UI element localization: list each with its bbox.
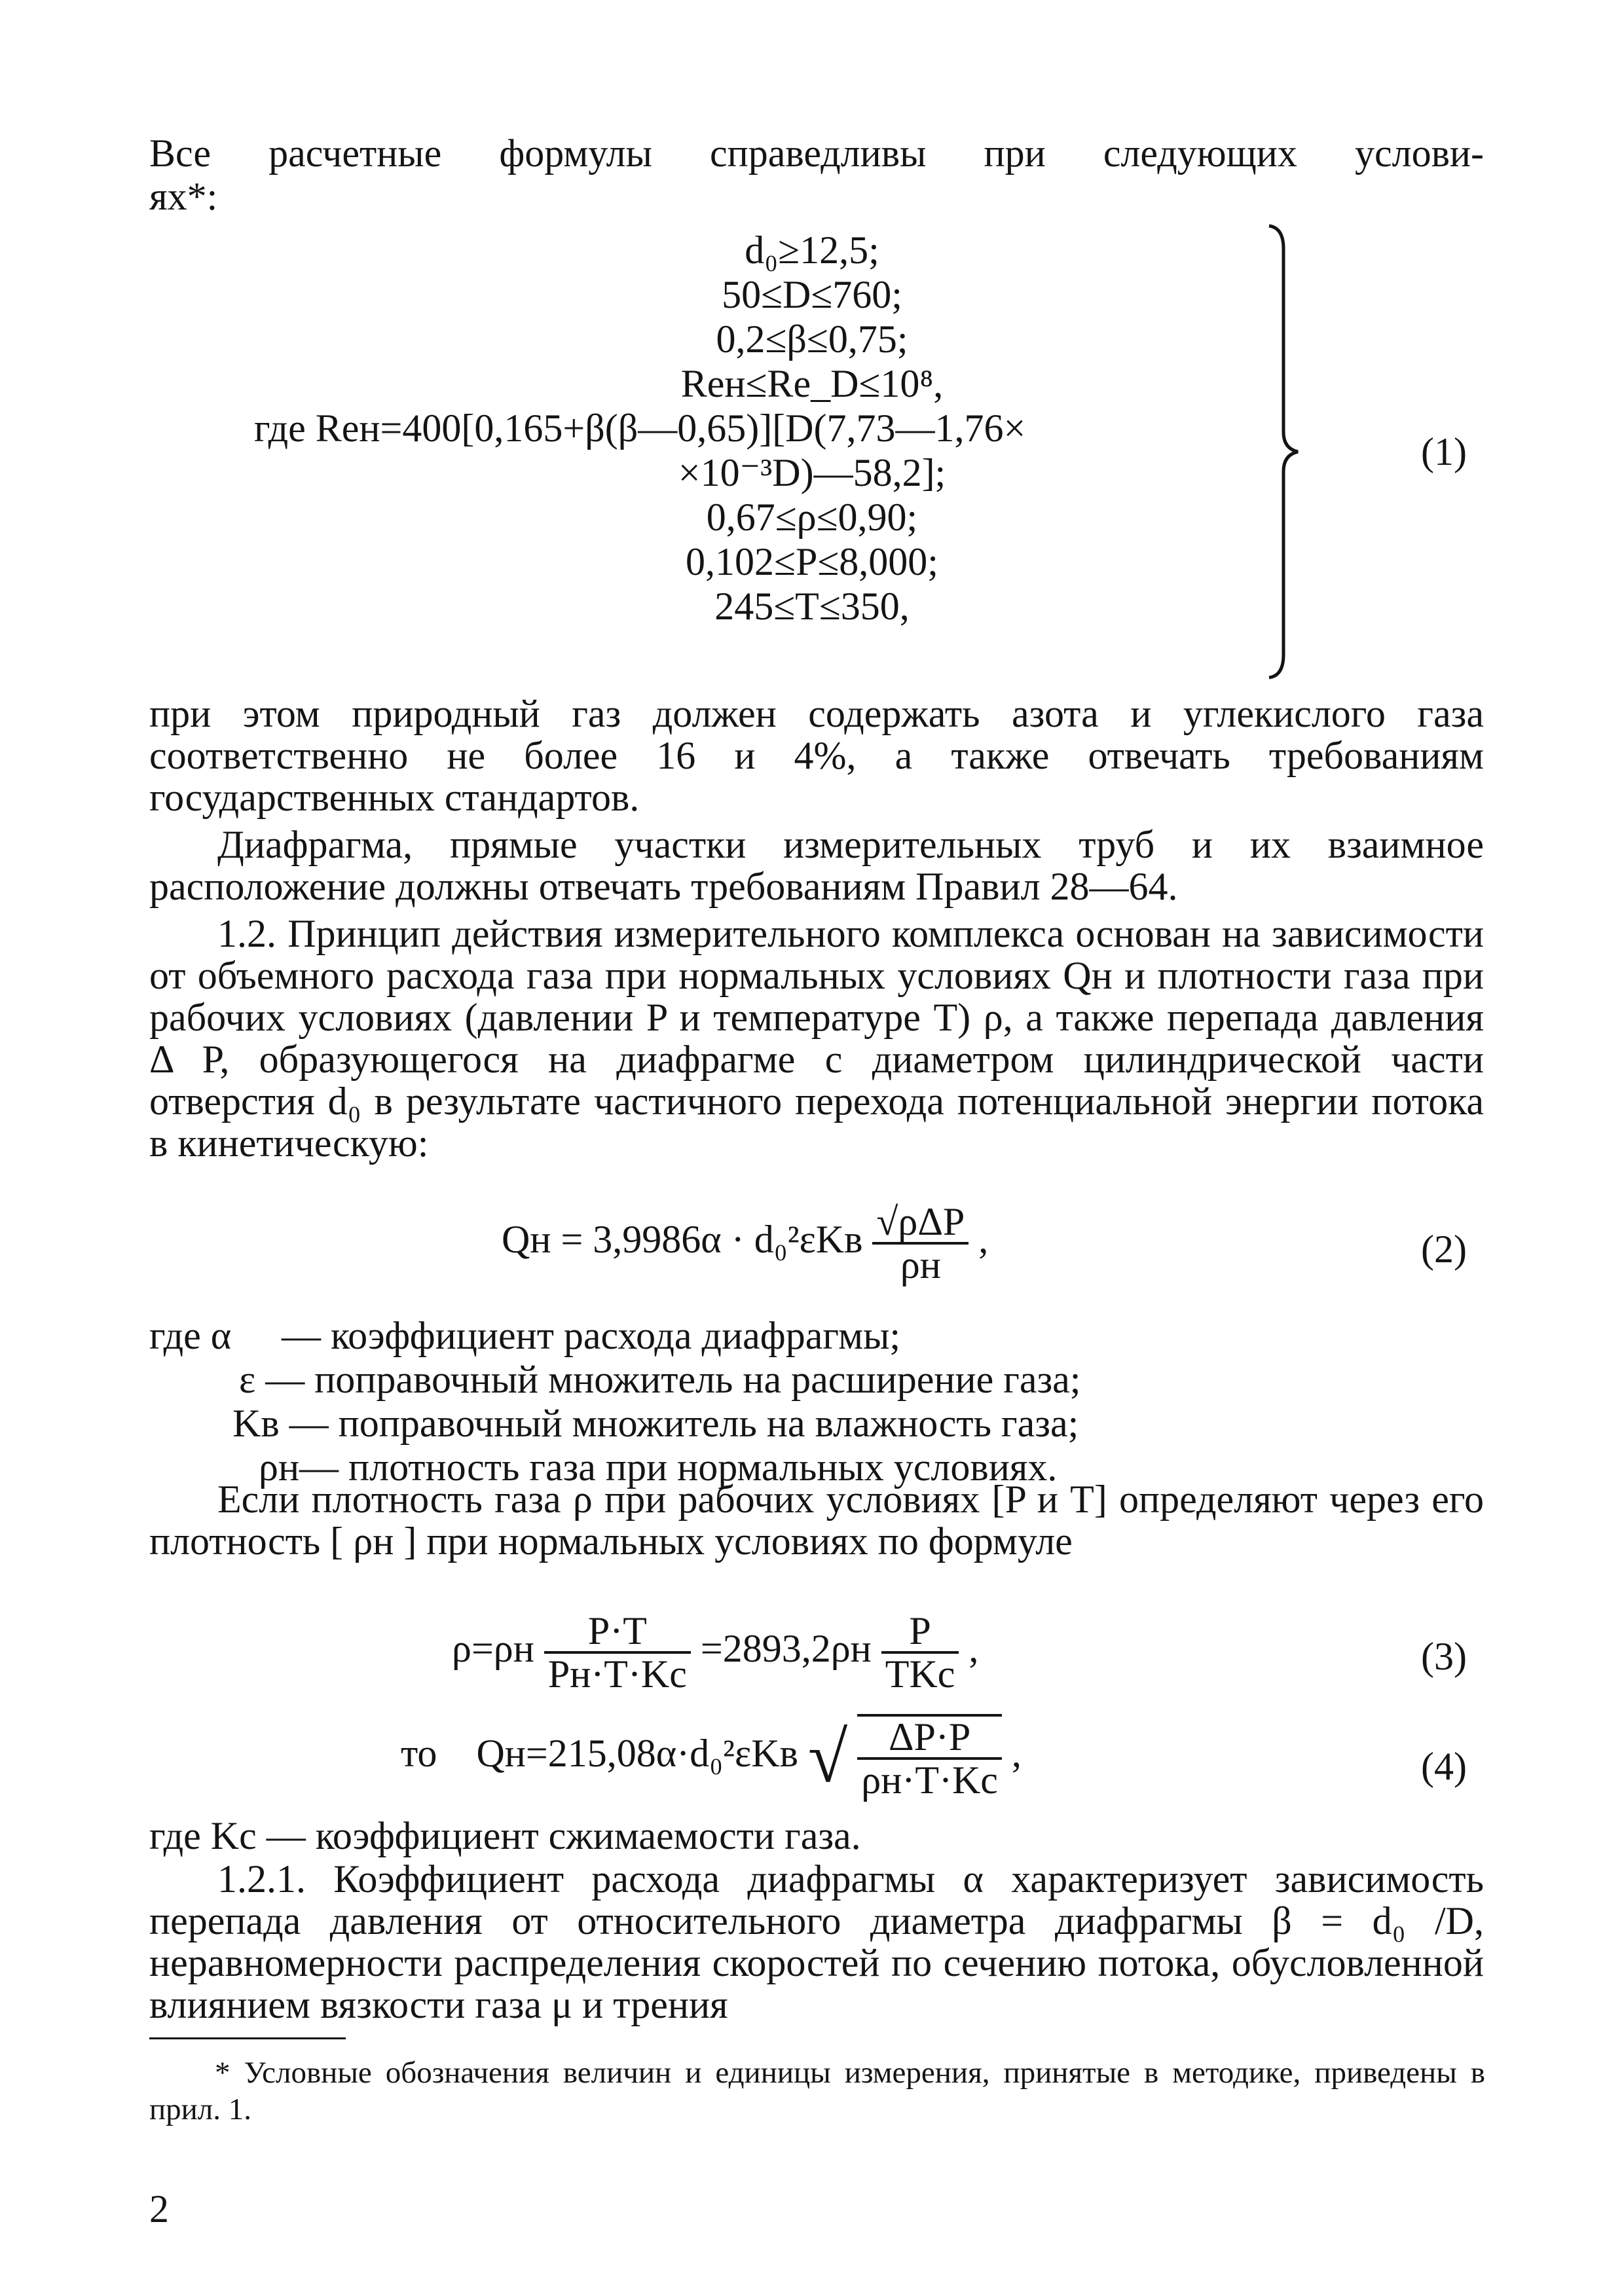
paragraph-text: Диафрагма, прямые участки измерительных труб и их взаимное расположение должны отвечать требованиям Правил 28—64.	[149, 823, 1484, 908]
radical-sign: √	[807, 1717, 848, 1797]
legend-kv: Kв — поправочный множитель на влажность газа;	[232, 1402, 1079, 1445]
paragraph-1-2-1	[149, 1858, 1484, 2026]
equation-2-numerator: √ρΔP	[872, 1201, 969, 1245]
kc-definition: где Kс — коэффициент сжимаемости газа.	[149, 1814, 861, 1857]
equation-number-1: (1)	[1421, 430, 1467, 473]
condition-rho: 0,67≤ρ≤0,90;	[706, 496, 918, 539]
equation-4-lead: то	[401, 1731, 437, 1775]
equation-3-numerator-2: P	[881, 1611, 959, 1654]
equation-2-comma: ,	[978, 1217, 989, 1261]
condition-D: 50≤D≤760;	[722, 273, 902, 316]
paragraph-gas-composition	[149, 693, 1484, 818]
legend-alpha: — коэффициент расхода диафрагмы;	[282, 1314, 901, 1357]
equation-2-lhs: Qн = 3,9986α · d₀²εKв	[502, 1217, 863, 1261]
intro-line: Все расчетные формулы справедливы при следующих услови-	[149, 132, 1484, 175]
footnote	[149, 2054, 1485, 2128]
equation-number-4: (4)	[1421, 1745, 1467, 1788]
equation-4-numerator: ΔP·P	[857, 1717, 1002, 1760]
legend-rho-n: ρн— плотность газа при нормальных условиях.	[259, 1446, 1058, 1489]
equation-3-fraction-2	[881, 1611, 959, 1694]
condition-d0: d₀≥12,5;	[745, 228, 879, 272]
page-number: 2	[149, 2187, 169, 2231]
equation-2-denominator: ρн	[900, 1243, 941, 1286]
footnote-text: * Условные обозначения величин и единицы измерения, принятые в методике, приведены в прил. 1.	[149, 2056, 1485, 2126]
condition-reynolds-formula: где Reн=400[0,165+β(β—0,65)][D(7,73—1,76×	[254, 407, 1026, 450]
equation-4-denominator: ρн·T·Kс	[861, 1758, 998, 1802]
equation-3-numerator-1: P·T	[544, 1611, 691, 1654]
equation-2	[502, 1201, 988, 1285]
paragraph-diaphragm	[149, 824, 1484, 907]
footnote-divider	[149, 2037, 346, 2039]
equation-3-lhs: ρ=ρн	[452, 1626, 534, 1670]
paragraph-text: 1.2.1. Коэффициент расхода диафрагмы α характеризует зависимость перепада давления от относительного диаметра диафрагмы β = d₀ /D, неравномерности распределения скоростей по сечению потока, обусловленной влиянием вязкости газа μ и трения	[149, 1857, 1484, 2026]
legend-epsilon: ε — поправочный множитель на расширение газа;	[239, 1358, 1081, 1401]
equation-3	[452, 1611, 978, 1694]
condition-T: 245≤T≤350,	[714, 585, 910, 628]
paragraph-text: Если плотность газа ρ при рабочих условиях [P и T] определяют через его плотность [ ρн ] при нормальных условиях по формуле	[149, 1478, 1484, 1563]
equation-3-middle: =2893,2ρн	[700, 1626, 872, 1670]
paragraph-text: 1.2. Принцип действия измерительного комплекса основан на зависимости от объемного расхода газа при нормальных условиях Qн и плотности газа при рабочих условиях (давлении P и температуре T) ρ, а также перепада давления Δ P, образующегося на диафрагме с диаметром цилиндрической части отверстия d₀ в результате частичного перехода потенциальной энергии потока в кинетическую:	[149, 912, 1484, 1165]
equation-3-comma: ,	[969, 1626, 979, 1670]
paragraph-text: при этом природный газ должен содержать азота и углекислого газа соответственно не более 16 и 4%, а также отвечать требованиям государственных стандартов.	[149, 692, 1484, 819]
right-brace	[1264, 223, 1303, 681]
intro-line-end: ях*:	[149, 175, 218, 218]
equation-4	[401, 1714, 1022, 1800]
equation-4-comma: ,	[1011, 1731, 1022, 1775]
equation-number-3: (3)	[1421, 1635, 1467, 1678]
equation-3-denominator-1: Pн·T·Kс	[547, 1652, 687, 1696]
equation-number-2: (2)	[1421, 1228, 1467, 1271]
legend-where-alpha: где α	[149, 1314, 232, 1357]
equation-3-fraction-1	[544, 1611, 691, 1694]
paragraph-1-2	[149, 913, 1484, 1164]
condition-reynolds: Reн≤Re_D≤10⁸,	[680, 362, 944, 405]
condition-P: 0,102≤P≤8,000;	[686, 540, 938, 583]
paragraph-density	[149, 1478, 1484, 1562]
equation-4-fraction	[857, 1714, 1002, 1800]
equation-4-lhs: Qн=215,08α·d₀²εKв	[476, 1731, 798, 1775]
equation-2-fraction	[872, 1201, 969, 1285]
condition-beta: 0,2≤β≤0,75;	[716, 318, 908, 361]
equation-3-denominator-2: TKс	[885, 1652, 955, 1696]
condition-reynolds-formula-cont: ×10⁻³D)—58,2];	[678, 451, 946, 494]
